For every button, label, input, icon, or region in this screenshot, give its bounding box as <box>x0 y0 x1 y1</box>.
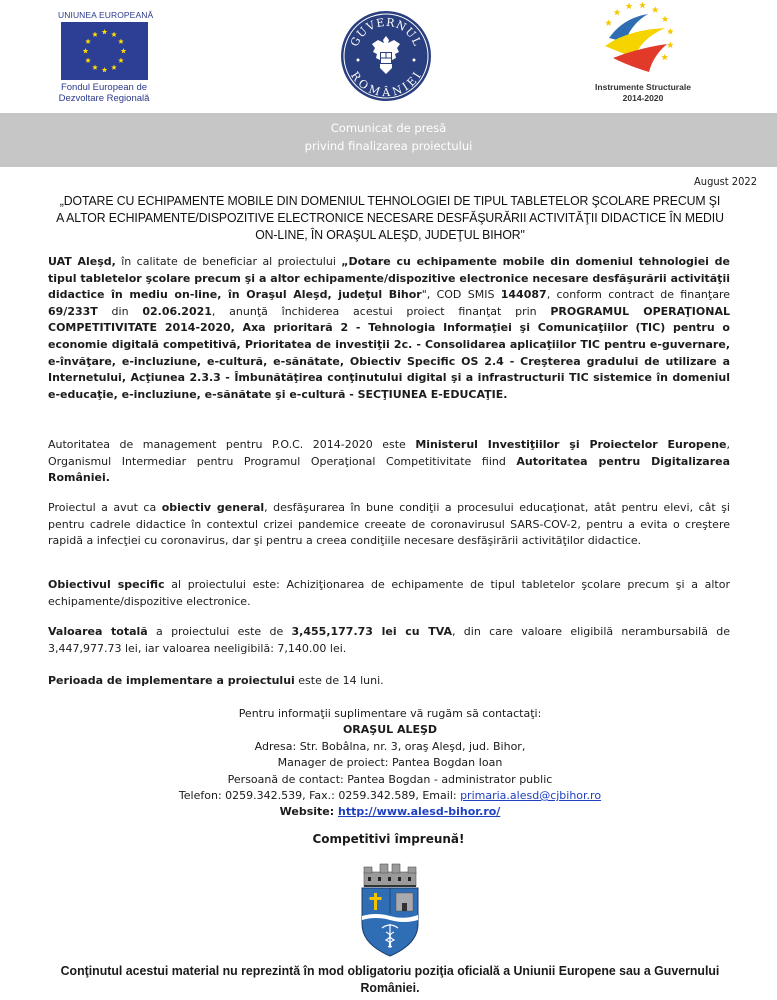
p6-text: este de 14 luni. <box>294 674 384 687</box>
p1-text-1: în calitate de beneficiar al proiectului <box>115 255 342 268</box>
p1-text-2: ", COD SMIS <box>421 288 501 302</box>
structural-instruments-caption-line1: Instrumente Structurale <box>595 82 691 92</box>
structural-instruments-caption <box>583 82 703 104</box>
intermediate-body: Autoritatea pentru Digitalizarea României. <box>48 454 730 485</box>
structural-star <box>661 54 668 61</box>
structural-star <box>605 19 612 26</box>
p5-text-1: a proiectului este de <box>147 625 292 638</box>
logo-header <box>0 0 777 110</box>
contact-person: Persoană de contact: Pantea Bogdan - administrator public <box>227 772 553 786</box>
seal-text-bottom: ROMÂNIEI <box>348 69 425 100</box>
contact-phone-email <box>100 788 680 804</box>
eu-logo <box>58 10 154 104</box>
eu-logo-subtitle-line1: Fondul European de <box>60 82 148 93</box>
government-seal-icon <box>340 10 432 102</box>
p1-text-5: , anunţă închiderea acestui proiect finanţat prin <box>211 304 551 318</box>
seal-text-top: GUVERNUL <box>347 15 425 49</box>
total-value-amount: 3,455,177.73 lei cu TVA <box>291 625 452 638</box>
banner-line1: Comunicat de presă <box>330 121 447 135</box>
specific-objective-label: Obiectivul specific <box>48 578 165 591</box>
release-date: August 2022 <box>694 175 757 188</box>
total-value-label: Valoarea totală <box>48 625 148 638</box>
p1-text-3: , conform contract de finanţare <box>546 288 731 302</box>
disclaimer: Conţinutul acestui material nu reprezintă în mod obligatoriu poziţia oficială a Uniunii Europene sau a Guvernului României. <box>60 963 720 995</box>
structural-star <box>667 41 674 48</box>
p4-text: al proiectului este: Achiziţionarea de echipamente de tipul tabletelor şcolare precum şi a altor echipamente/dispozitive electronice. <box>48 578 730 608</box>
p3-text-1: Proiectul a avut ca <box>48 501 162 514</box>
p5-text-2: , din care valoare eligibilă nerambursabilă de 3,447,977.73 lei, iar valoarea neeligibilă: 7,140.00 lei. <box>48 625 730 655</box>
general-objective-label: obiectiv general <box>161 501 265 514</box>
alesd-coat-of-arms <box>358 862 422 957</box>
banner-line2: privind finalizarea proiectului <box>304 139 473 153</box>
smis-code: 144087 <box>500 288 547 302</box>
project-title: „DOTARE CU ECHIPAMENTE MOBILE DIN DOMENIUL TEHNOLOGIEI DE TIPUL TABLETELOR ŞCOLARE PRECUM ŞI A ALTOR ECHIPAMENTE/DISPOZITIVE ELECTRONICE NECESARE DESFĂŞURĂRII ACTIVITĂŢII DIDACTICE ÎN MEDIU ON-LINE, ÎN ORAŞUL ALEŞD, JUDEŢUL BIHOR" <box>56 193 724 242</box>
paragraph-general-objective <box>48 500 730 550</box>
eu-stars-icon <box>61 22 148 80</box>
paragraph-specific-objective <box>48 577 730 610</box>
mural-crown-icon <box>364 864 416 887</box>
structural-star <box>614 9 621 16</box>
structural-star <box>639 2 646 9</box>
structural-instruments-logo <box>583 0 703 104</box>
contract-date: 02.06.2021 <box>142 304 212 318</box>
website-link[interactable]: http://www.alesd-bihor.ro/ <box>338 805 501 819</box>
structural-star <box>652 6 659 13</box>
eu-logo-subtitle-line2: Dezvoltare Regională <box>58 93 150 104</box>
government-seal-logo <box>340 10 432 102</box>
structural-star <box>626 3 633 10</box>
contact-phone: Telefon: 0259.342.539, Fax.: 0259.342.589, Email: <box>178 789 461 803</box>
press-release-banner <box>0 113 777 167</box>
p2-text-1: Autoritatea de management pentru P.O.C. 2014-2020 este <box>48 438 416 451</box>
contact-manager: Manager de proiect: Pantea Bogdan Ioan <box>277 756 503 770</box>
beneficiary: UAT Aleşd, <box>48 255 116 268</box>
email-link[interactable]: primaria.alesd@cjbihor.ro <box>460 789 602 803</box>
p3-text-2: , desfăşurarea în bune condiţii a procesului educaţionat, atât pentru elevi, cât şi pentru cadrele didactice în contextul crizei pandemice creeate de coronavirusul SARS-COV-2, pentru a evita o creştere rapidă a infecţiei cu coronavirus, dar şi pentru a creea condiţiile necesare desfăşirării activităţilor didactice. <box>48 501 730 548</box>
contact-website <box>100 804 680 820</box>
slogan: Competitivi împreună! <box>312 832 465 846</box>
contract-number: 69/233T <box>48 304 98 318</box>
paragraph-implementation-period <box>48 673 730 690</box>
structural-instruments-icon <box>583 0 703 78</box>
project-name: „Dotare cu echipamente mobile din domeniul tehnologiei de tipul tabletelor şcolare precum şi a altor echipamente/dispozitive electronice necesare desfăşurării activităţii didactice în mediu on-line, în Oraşul Aleşd, judeţul Bihor <box>48 255 730 302</box>
eu-flag-icon <box>61 22 148 80</box>
contact-block <box>100 706 680 821</box>
paragraph-management-authority <box>48 437 730 487</box>
paragraph-total-value <box>48 624 730 657</box>
p2-text-2: , Organismul Intermediar pentru Programul Operaţional Competitivitate fiind <box>48 438 731 468</box>
contact-organization: ORAŞUL ALEŞD <box>342 723 438 737</box>
implementation-period-label: Perioada de implementare a proiectului <box>48 674 295 687</box>
structural-instruments-caption-line2: 2014-2020 <box>622 93 664 103</box>
paragraph-announcement <box>48 254 730 403</box>
contact-address: Adresa: Str. Bobâlna, nr. 3, oraş Aleşd, jud. Bihor, <box>254 739 526 753</box>
structural-star <box>662 16 669 23</box>
eu-logo-subtitle <box>58 82 150 104</box>
contact-intro: Pentru informaţii suplimentare vă rugăm să contactaţi: <box>238 707 542 720</box>
p1-text-4: din <box>97 304 143 318</box>
program-details: PROGRAMUL OPERAŢIONAL COMPETITIVITATE 2014-2020, Axa prioritară 2 - Tehnologia Informaţiei şi Comunicaţiilor (TIC) pentru o economie digitală competitivă, Prioritatea de investiţii 2c. - Consolidarea aplicaţiilor TIC pentru e-guvernare, e-învăţare, e-incluziune, e-cultură, e-sănătate, Obiectiv Specific OS 2.4 - Creşterea gradului de utilizare a Internetului, Acţiunea 2.3.3 - Îmbunătăţirea conţinutului digital şi a infrastructurii TIC sistemice în domeniul e-educaţie, e-incluziune, e-sănătate şi e-cultură - SECŢIUNEA E-EDUCAŢIE. <box>48 304 730 401</box>
castle-icon <box>396 893 413 911</box>
structural-star <box>667 28 674 35</box>
eu-logo-title: UNIUNEA EUROPEANĂ <box>58 10 154 20</box>
website-label: Website: <box>279 805 338 819</box>
coat-of-arms-icon <box>358 862 422 957</box>
managing-authority: Ministerul Investiţiilor şi Proiectelor Europene <box>415 438 727 451</box>
